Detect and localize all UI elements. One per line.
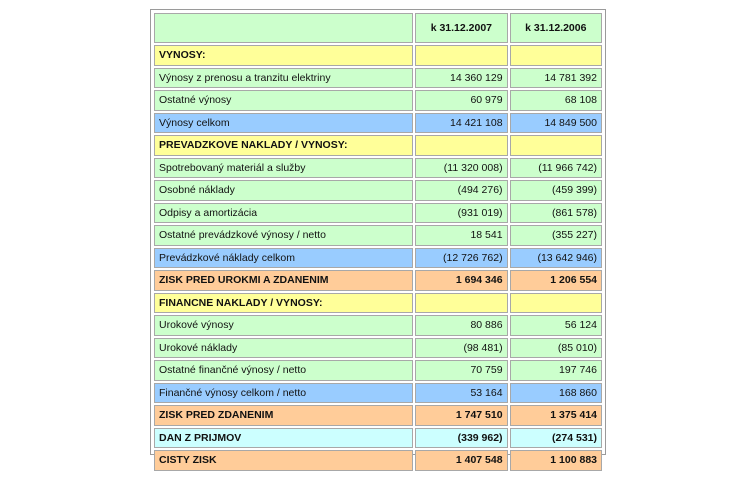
row-label: Osobné náklady	[154, 180, 413, 201]
value-2006	[510, 45, 602, 66]
table-row	[154, 405, 602, 426]
value-2006: 14 781 392	[510, 68, 602, 89]
column-header-2007: k 31.12.2007	[415, 13, 507, 43]
row-label: FINANCNE NAKLADY / VYNOSY:	[154, 293, 413, 314]
table-row	[154, 360, 602, 381]
value-2007	[415, 45, 507, 66]
row-label: Výnosy celkom	[154, 113, 413, 134]
table-row	[154, 293, 602, 314]
row-label: Výnosy z prenosu a tranzitu elektriny	[154, 68, 413, 89]
value-2006: (861 578)	[510, 203, 602, 224]
table-row	[154, 383, 602, 404]
table-row	[154, 90, 602, 111]
row-label: VYNOSY:	[154, 45, 413, 66]
table-row	[154, 428, 602, 449]
value-2007: 14 421 108	[415, 113, 507, 134]
value-2006: 56 124	[510, 315, 602, 336]
value-2006: (459 399)	[510, 180, 602, 201]
row-label: Urokové výnosy	[154, 315, 413, 336]
table-row	[154, 180, 602, 201]
row-label: Spotrebovaný materiál a služby	[154, 158, 413, 179]
value-2006: 168 860	[510, 383, 602, 404]
value-2007: 1 407 548	[415, 450, 507, 471]
value-2006: 197 746	[510, 360, 602, 381]
value-2007: (339 962)	[415, 428, 507, 449]
value-2007: (931 019)	[415, 203, 507, 224]
value-2006: 1 375 414	[510, 405, 602, 426]
table-row	[154, 113, 602, 134]
table-header-row	[154, 13, 602, 43]
row-label: Ostatné výnosy	[154, 90, 413, 111]
row-label: Prevádzkové náklady celkom	[154, 248, 413, 269]
row-label: Odpisy a amortizácia	[154, 203, 413, 224]
table-row	[154, 338, 602, 359]
table-row	[154, 203, 602, 224]
value-2007: 18 541	[415, 225, 507, 246]
table-row	[154, 158, 602, 179]
table-row	[154, 45, 602, 66]
value-2007: 53 164	[415, 383, 507, 404]
value-2007: 80 886	[415, 315, 507, 336]
value-2006: 14 849 500	[510, 113, 602, 134]
value-2007: 1 747 510	[415, 405, 507, 426]
value-2006	[510, 135, 602, 156]
table-row	[154, 68, 602, 89]
value-2007: (98 481)	[415, 338, 507, 359]
value-2007: (494 276)	[415, 180, 507, 201]
table-row	[154, 225, 602, 246]
value-2006: (13 642 946)	[510, 248, 602, 269]
row-label: DAN Z PRIJMOV	[154, 428, 413, 449]
row-label: ZISK PRED UROKMI A ZDANENIM	[154, 270, 413, 291]
value-2007: 70 759	[415, 360, 507, 381]
value-2007	[415, 135, 507, 156]
row-label: Finančné výnosy celkom / netto	[154, 383, 413, 404]
financial-table-frame	[150, 9, 606, 467]
table-row	[154, 135, 602, 156]
value-2006: 1 206 554	[510, 270, 602, 291]
value-2007: 1 694 346	[415, 270, 507, 291]
value-2007: 14 360 129	[415, 68, 507, 89]
header-blank-cell	[154, 13, 413, 43]
table-row	[154, 248, 602, 269]
row-label: Ostatné finančné výnosy / netto	[154, 360, 413, 381]
value-2006: (85 010)	[510, 338, 602, 359]
income-statement-table	[152, 11, 604, 473]
row-label: Ostatné prevádzkové výnosy / netto	[154, 225, 413, 246]
row-label: CISTY ZISK	[154, 450, 413, 471]
value-2006: (274 531)	[510, 428, 602, 449]
value-2007	[415, 293, 507, 314]
table-row	[154, 315, 602, 336]
value-2006: 1 100 883	[510, 450, 602, 471]
row-label: Urokové náklady	[154, 338, 413, 359]
value-2007: (11 320 008)	[415, 158, 507, 179]
table-row	[154, 270, 602, 291]
value-2006: (11 966 742)	[510, 158, 602, 179]
table-row	[154, 450, 602, 471]
value-2006	[510, 293, 602, 314]
value-2006: 68 108	[510, 90, 602, 111]
row-label: PREVADZKOVE NAKLADY / VYNOSY:	[154, 135, 413, 156]
column-header-2006: k 31.12.2006	[510, 13, 602, 43]
row-label: ZISK PRED ZDANENIM	[154, 405, 413, 426]
value-2006: (355 227)	[510, 225, 602, 246]
value-2007: 60 979	[415, 90, 507, 111]
value-2007: (12 726 762)	[415, 248, 507, 269]
